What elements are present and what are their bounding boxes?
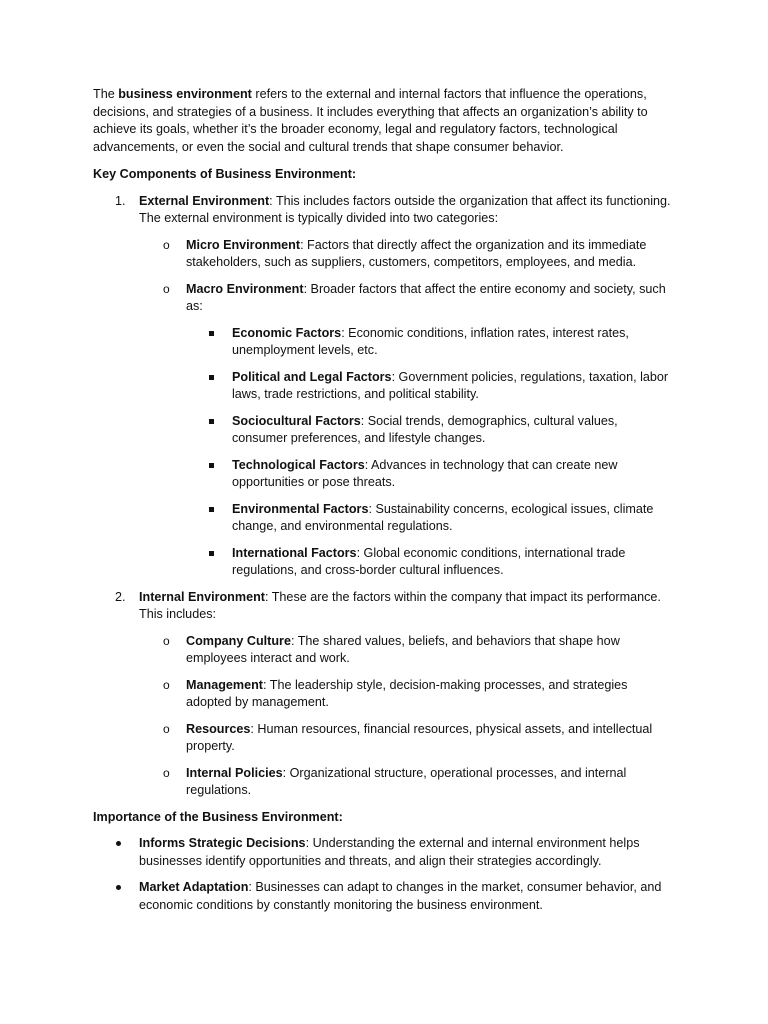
bullet-icon [116,885,121,890]
list-item-macro-environment [93,281,676,316]
list-item-internal-environment [93,589,676,624]
item-text: : The shared values, beliefs, and behaviors that shape how employees interact and work. [186,633,620,665]
list-item-international-factors [93,545,676,580]
list-item-informs-strategic-decisions [93,835,676,870]
item-text: : This includes factors outside the organization that affect its functioning. The external environment is typically divided into two categories: [139,193,671,225]
intro-prefix: The [93,87,119,101]
item-title: International Factors [232,545,357,560]
item-text: : Government policies, regulations, taxation, labor laws, trade restrictions, and political stability. [232,369,669,401]
hollow-bullet-icon: o [163,633,170,648]
bullet-icon [116,841,121,846]
item-title: Micro Environment [186,237,301,252]
list-number: 1. [115,193,126,208]
square-bullet-icon [209,507,214,512]
list-item-management [93,677,676,712]
list-item-external-environment [93,193,676,228]
item-text: : Social trends, demographics, cultural values, consumer preferences, and lifestyle changes. [232,413,618,445]
item-text: : Understanding the external and internal environment helps businesses identify opportunities and threats, and align their strategies accordingly. [139,836,640,868]
intro-paragraph [93,86,676,156]
item-text: : Economic conditions, inflation rates, interest rates, unemployment levels, etc. [232,325,629,357]
item-title: Economic Factors [232,325,342,340]
item-text: : Advances in technology that can create new opportunities or pose threats. [232,457,618,489]
item-text: : Organizational structure, operational processes, and internal regulations. [186,765,627,797]
components-heading: Key Components of Business Environment: [93,167,357,181]
item-title: Sociocultural Factors [232,413,361,428]
item-title: Informs Strategic Decisions [139,836,306,850]
item-text: : Broader factors that affect the entire economy and society, such as: [186,281,666,313]
item-title: Internal Policies [186,765,283,780]
item-text: : Businesses can adapt to changes in the market, consumer behavior, and economic conditions by constantly monitoring the business environment. [139,880,662,912]
square-bullet-icon [209,331,214,336]
item-text: : The leadership style, decision-making processes, and strategies adopted by management. [186,677,628,709]
list-item-micro-environment [93,237,676,272]
hollow-bullet-icon: o [163,237,170,252]
intro-text: refers to the external and internal factors that influence the operations, decisions, and strategies of a business. It includes everything that affects an organization’s ability to achieve its goals, whether it’s the broader economy, legal and regulatory factors, technological advancements, or even the social and cultural trends that shape consumer behavior. [93,87,648,154]
list-item-internal-policies [93,765,676,800]
item-title: Technological Factors [232,457,365,472]
item-text: : Sustainability concerns, ecological issues, climate change, and environmental regulations. [232,501,654,533]
item-title: Market Adaptation [139,880,249,894]
item-text: : Factors that directly affect the organization and its immediate stakeholders, such as suppliers, customers, competitors, employees, and media. [186,237,647,269]
list-item-resources [93,721,676,756]
list-item-political-legal-factors [93,369,676,404]
list-item-sociocultural-factors [93,413,676,448]
list-item-environmental-factors [93,501,676,536]
list-number: 2. [115,589,126,604]
list-item-market-adaptation [93,879,676,914]
square-bullet-icon [209,551,214,556]
item-text: : Human resources, financial resources, physical assets, and intellectual property. [186,721,653,753]
hollow-bullet-icon: o [163,721,170,736]
item-title: External Environment [139,193,270,208]
item-title: Management [186,677,263,692]
square-bullet-icon [209,375,214,380]
square-bullet-icon [209,419,214,424]
item-title: Environmental Factors [232,501,369,516]
item-title: Internal Environment [139,589,265,604]
list-item-company-culture [93,633,676,668]
importance-heading: Importance of the Business Environment: [93,809,343,824]
intro-term: business environment [118,87,252,101]
hollow-bullet-icon: o [163,765,170,780]
item-title: Macro Environment [186,281,304,296]
hollow-bullet-icon: o [163,677,170,692]
hollow-bullet-icon: o [163,281,170,296]
item-title: Political and Legal Factors [232,369,392,384]
item-title: Company Culture [186,633,291,648]
item-text: : These are the factors within the company that impact its performance. This includes: [139,589,661,621]
item-title: Resources [186,721,251,736]
list-item-economic-factors [93,325,676,360]
list-item-technological-factors [93,457,676,492]
square-bullet-icon [209,463,214,468]
item-text: : Global economic conditions, international trade regulations, and cross-border cultural influences. [232,545,626,577]
